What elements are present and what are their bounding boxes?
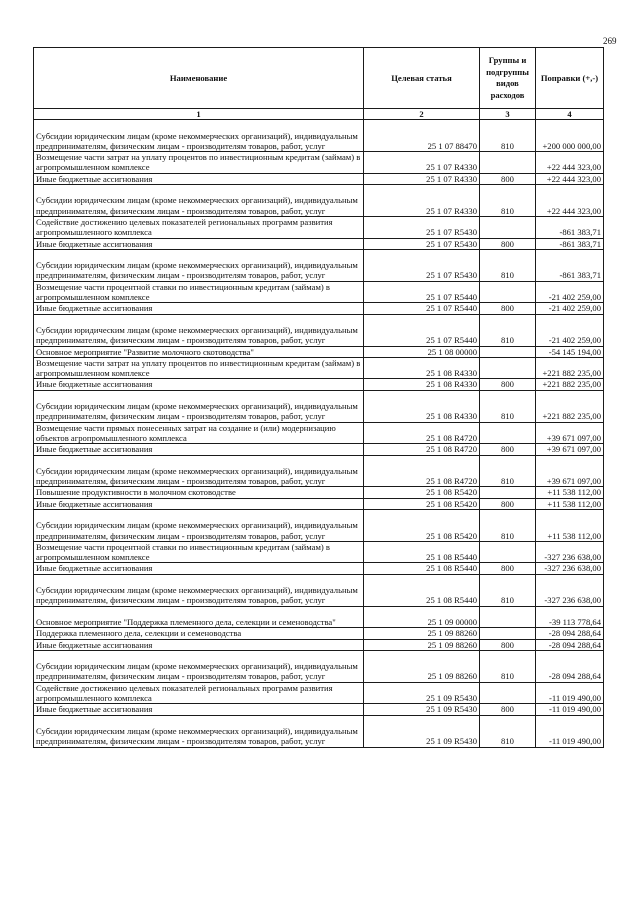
row-name-cell: Иные бюджетные ассигнования bbox=[34, 498, 364, 509]
row-amount-cell: +11 538 112,00 bbox=[536, 498, 604, 509]
row-expense-type-cell: 810 bbox=[480, 455, 536, 487]
row-target-code-cell: 25 1 09 R5430 bbox=[364, 682, 480, 704]
row-target-code-cell: 25 1 08 R4330 bbox=[364, 357, 480, 379]
row-amount-cell: +39 671 097,00 bbox=[536, 444, 604, 455]
table-row bbox=[34, 303, 604, 314]
row-amount-cell: -861 383,71 bbox=[536, 249, 604, 281]
row-expense-type-cell bbox=[480, 216, 536, 238]
table-row bbox=[34, 314, 604, 346]
row-target-code-cell: 25 1 09 88260 bbox=[364, 650, 480, 682]
row-name-cell: Основное мероприятие "Развитие молочного скотоводства" bbox=[34, 346, 364, 357]
row-expense-type-cell bbox=[480, 487, 536, 498]
table-row bbox=[34, 563, 604, 574]
table-row bbox=[34, 509, 604, 541]
row-target-code-cell: 25 1 09 00000 bbox=[364, 606, 480, 628]
row-target-code-cell: 25 1 08 R5440 bbox=[364, 563, 480, 574]
header-groups-line: видов bbox=[496, 78, 519, 88]
column-number: 2 bbox=[364, 109, 480, 120]
row-target-code-cell: 25 1 07 R4330 bbox=[364, 185, 480, 217]
row-target-code-cell: 25 1 07 R5440 bbox=[364, 281, 480, 303]
table-row bbox=[34, 238, 604, 249]
row-expense-type-cell bbox=[480, 346, 536, 357]
row-amount-cell: +11 538 112,00 bbox=[536, 509, 604, 541]
table-row bbox=[34, 606, 604, 628]
row-target-code-cell: 25 1 08 R4720 bbox=[364, 455, 480, 487]
header-target-article: Целевая статья bbox=[364, 48, 480, 109]
row-target-code-cell: 25 1 08 R5420 bbox=[364, 509, 480, 541]
row-amount-cell: -327 236 638,00 bbox=[536, 574, 604, 606]
row-name-cell: Иные бюджетные ассигнования bbox=[34, 444, 364, 455]
row-target-code-cell: 25 1 09 R5430 bbox=[364, 715, 480, 747]
row-target-code-cell: 25 1 09 88260 bbox=[364, 628, 480, 639]
row-name-cell: Поддержка племенного дела, селекции и семеноводства bbox=[34, 628, 364, 639]
row-amount-cell: -21 402 259,00 bbox=[536, 281, 604, 303]
row-target-code-cell: 25 1 08 R4720 bbox=[364, 422, 480, 444]
row-name-cell: Возмещение части затрат на уплату процентов по инвестиционным кредитам (займам) в агропромышленном комплексе bbox=[34, 357, 364, 379]
row-expense-type-cell bbox=[480, 541, 536, 563]
table-row bbox=[34, 541, 604, 563]
header-groups-line: расходов bbox=[490, 89, 525, 100]
row-expense-type-cell: 810 bbox=[480, 185, 536, 217]
row-target-code-cell: 25 1 08 R5420 bbox=[364, 487, 480, 498]
table-row bbox=[34, 650, 604, 682]
row-amount-cell: +11 538 112,00 bbox=[536, 487, 604, 498]
table-row bbox=[34, 173, 604, 184]
row-target-code-cell: 25 1 07 R5430 bbox=[364, 216, 480, 238]
table-row bbox=[34, 390, 604, 422]
row-name-cell: Субсидии юридическим лицам (кроме некоммерческих организаций), индивидуальным предпринимателям, физическим лицам - производителям товаров, работ, услуг bbox=[34, 574, 364, 606]
row-amount-cell: -39 113 778,64 bbox=[536, 606, 604, 628]
header-groups-line: подгруппы bbox=[486, 66, 529, 77]
table-row bbox=[34, 498, 604, 509]
table-row bbox=[34, 455, 604, 487]
table-row bbox=[34, 152, 604, 174]
row-name-cell: Возмещение части затрат на уплату процентов по инвестиционным кредитам (займам) в агропромышленном комплексе bbox=[34, 152, 364, 174]
row-target-code-cell: 25 1 09 R5430 bbox=[364, 704, 480, 715]
row-name-cell: Возмещение части прямых понесенных затрат на создание и (или) модернизацию объектов агропромышленного комплекса bbox=[34, 422, 364, 444]
row-expense-type-cell: 810 bbox=[480, 574, 536, 606]
row-target-code-cell: 25 1 07 R4330 bbox=[364, 173, 480, 184]
row-name-cell: Субсидии юридическим лицам (кроме некоммерческих организаций), индивидуальным предпринимателям, физическим лицам - производителям товаров, работ, услуг bbox=[34, 120, 364, 152]
row-expense-type-cell bbox=[480, 281, 536, 303]
row-name-cell: Возмещение части процентной ставки по инвестиционным кредитам (займам) в агропромышленном комплексе bbox=[34, 541, 364, 563]
table-row bbox=[34, 444, 604, 455]
row-amount-cell: -21 402 259,00 bbox=[536, 314, 604, 346]
row-expense-type-cell: 810 bbox=[480, 509, 536, 541]
row-amount-cell: +221 882 235,00 bbox=[536, 379, 604, 390]
row-target-code-cell: 25 1 07 R5440 bbox=[364, 314, 480, 346]
row-name-cell: Субсидии юридическим лицам (кроме некоммерческих организаций), индивидуальным предпринимателям, физическим лицам - производителям товаров, работ, услуг bbox=[34, 390, 364, 422]
row-target-code-cell: 25 1 07 88470 bbox=[364, 120, 480, 152]
row-target-code-cell: 25 1 07 R4330 bbox=[364, 152, 480, 174]
row-amount-cell: -327 236 638,00 bbox=[536, 541, 604, 563]
row-amount-cell: +200 000 000,00 bbox=[536, 120, 604, 152]
row-name-cell: Иные бюджетные ассигнования bbox=[34, 639, 364, 650]
row-target-code-cell: 25 1 08 R5440 bbox=[364, 541, 480, 563]
row-name-cell: Содействие достижению целевых показателей региональных программ развития агропромышленного комплекса bbox=[34, 216, 364, 238]
table-row bbox=[34, 639, 604, 650]
row-amount-cell: -28 094 288,64 bbox=[536, 650, 604, 682]
table-row bbox=[34, 422, 604, 444]
table-row bbox=[34, 216, 604, 238]
row-amount-cell: -327 236 638,00 bbox=[536, 563, 604, 574]
row-name-cell: Субсидии юридическим лицам (кроме некоммерческих организаций), индивидуальным предпринимателям, физическим лицам - производителям товаров, работ, услуг bbox=[34, 715, 364, 747]
row-name-cell: Иные бюджетные ассигнования bbox=[34, 704, 364, 715]
column-number: 4 bbox=[536, 109, 604, 120]
row-name-cell: Субсидии юридическим лицам (кроме некоммерческих организаций), индивидуальным предпринимателям, физическим лицам - производителям товаров, работ, услуг bbox=[34, 185, 364, 217]
row-expense-type-cell: 800 bbox=[480, 303, 536, 314]
row-amount-cell: -28 094 288,64 bbox=[536, 628, 604, 639]
row-amount-cell: -861 383,71 bbox=[536, 216, 604, 238]
row-expense-type-cell bbox=[480, 682, 536, 704]
row-amount-cell: -11 019 490,00 bbox=[536, 704, 604, 715]
row-amount-cell: -21 402 259,00 bbox=[536, 303, 604, 314]
row-target-code-cell: 25 1 07 R5430 bbox=[364, 249, 480, 281]
row-name-cell: Возмещение части процентной ставки по инвестиционным кредитам (займам) в агропромышленном комплексе bbox=[34, 281, 364, 303]
row-amount-cell: -54 145 194,00 bbox=[536, 346, 604, 357]
row-amount-cell: +39 671 097,00 bbox=[536, 422, 604, 444]
row-target-code-cell: 25 1 08 R4330 bbox=[364, 390, 480, 422]
row-expense-type-cell bbox=[480, 152, 536, 174]
row-target-code-cell: 25 1 09 88260 bbox=[364, 639, 480, 650]
table-row bbox=[34, 120, 604, 152]
row-name-cell: Субсидии юридическим лицам (кроме некоммерческих организаций), индивидуальным предпринимателям, физическим лицам - производителям товаров, работ, услуг bbox=[34, 455, 364, 487]
row-expense-type-cell: 800 bbox=[480, 444, 536, 455]
column-number-row bbox=[34, 109, 604, 120]
row-expense-type-cell: 810 bbox=[480, 314, 536, 346]
header-name: Наименование bbox=[34, 48, 364, 109]
row-expense-type-cell: 810 bbox=[480, 715, 536, 747]
header-expense-groups bbox=[480, 48, 536, 109]
table-row bbox=[34, 628, 604, 639]
row-expense-type-cell: 810 bbox=[480, 390, 536, 422]
row-name-cell: Иные бюджетные ассигнования bbox=[34, 238, 364, 249]
row-name-cell: Иные бюджетные ассигнования bbox=[34, 173, 364, 184]
row-amount-cell: -11 019 490,00 bbox=[536, 715, 604, 747]
row-amount-cell: +221 882 235,00 bbox=[536, 390, 604, 422]
row-amount-cell: -11 019 490,00 bbox=[536, 682, 604, 704]
row-expense-type-cell: 810 bbox=[480, 120, 536, 152]
row-name-cell: Субсидии юридическим лицам (кроме некоммерческих организаций), индивидуальным предпринимателям, физическим лицам - производителям товаров, работ, услуг bbox=[34, 509, 364, 541]
table-row bbox=[34, 249, 604, 281]
row-expense-type-cell: 800 bbox=[480, 704, 536, 715]
row-expense-type-cell: 800 bbox=[480, 639, 536, 650]
budget-amendments-table bbox=[33, 47, 604, 748]
row-expense-type-cell bbox=[480, 606, 536, 628]
row-name-cell: Субсидии юридическим лицам (кроме некоммерческих организаций), индивидуальным предпринимателям, физическим лицам - производителям товаров, работ, услуг bbox=[34, 650, 364, 682]
row-amount-cell: -28 094 288,64 bbox=[536, 639, 604, 650]
row-expense-type-cell bbox=[480, 628, 536, 639]
table-row bbox=[34, 704, 604, 715]
row-name-cell: Содействие достижению целевых показателей региональных программ развития агропромышленного комплекса bbox=[34, 682, 364, 704]
row-expense-type-cell: 800 bbox=[480, 238, 536, 249]
row-expense-type-cell: 810 bbox=[480, 249, 536, 281]
row-amount-cell: +39 671 097,00 bbox=[536, 455, 604, 487]
column-number: 1 bbox=[34, 109, 364, 120]
row-name-cell: Повышение продуктивности в молочном скотоводстве bbox=[34, 487, 364, 498]
table-row bbox=[34, 185, 604, 217]
row-expense-type-cell: 800 bbox=[480, 379, 536, 390]
table-row bbox=[34, 682, 604, 704]
row-amount-cell: +22 444 323,00 bbox=[536, 152, 604, 174]
row-target-code-cell: 25 1 08 00000 bbox=[364, 346, 480, 357]
table-row bbox=[34, 281, 604, 303]
header-amendments: Поправки (+,-) bbox=[536, 48, 604, 109]
row-name-cell: Субсидии юридическим лицам (кроме некоммерческих организаций), индивидуальным предпринимателям, физическим лицам - производителям товаров, работ, услуг bbox=[34, 314, 364, 346]
table-row bbox=[34, 346, 604, 357]
row-name-cell: Основное мероприятие "Поддержка племенного дела, селекции и семеноводства" bbox=[34, 606, 364, 628]
row-target-code-cell: 25 1 08 R5420 bbox=[364, 498, 480, 509]
header-groups-line: Группы и bbox=[488, 55, 527, 65]
table-row bbox=[34, 715, 604, 747]
table-header-row bbox=[34, 48, 604, 109]
table-body bbox=[34, 120, 604, 747]
row-expense-type-cell bbox=[480, 422, 536, 444]
table-row bbox=[34, 379, 604, 390]
column-number: 3 bbox=[480, 109, 536, 120]
table-row bbox=[34, 487, 604, 498]
row-expense-type-cell: 800 bbox=[480, 498, 536, 509]
row-name-cell: Субсидии юридическим лицам (кроме некоммерческих организаций), индивидуальным предпринимателям, физическим лицам - производителям товаров, работ, услуг bbox=[34, 249, 364, 281]
row-expense-type-cell: 810 bbox=[480, 650, 536, 682]
row-name-cell: Иные бюджетные ассигнования bbox=[34, 563, 364, 574]
row-target-code-cell: 25 1 08 R4720 bbox=[364, 444, 480, 455]
row-expense-type-cell: 800 bbox=[480, 173, 536, 184]
row-target-code-cell: 25 1 08 R4330 bbox=[364, 379, 480, 390]
row-amount-cell: +22 444 323,00 bbox=[536, 173, 604, 184]
row-name-cell: Иные бюджетные ассигнования bbox=[34, 379, 364, 390]
row-amount-cell: +221 882 235,00 bbox=[536, 357, 604, 379]
row-amount-cell: +22 444 323,00 bbox=[536, 185, 604, 217]
row-target-code-cell: 25 1 07 R5440 bbox=[364, 303, 480, 314]
table-row bbox=[34, 574, 604, 606]
row-expense-type-cell: 800 bbox=[480, 563, 536, 574]
row-name-cell: Иные бюджетные ассигнования bbox=[34, 303, 364, 314]
row-target-code-cell: 25 1 07 R5430 bbox=[364, 238, 480, 249]
row-expense-type-cell bbox=[480, 357, 536, 379]
table-row bbox=[34, 357, 604, 379]
page-number: 269 bbox=[603, 36, 617, 46]
row-target-code-cell: 25 1 08 R5440 bbox=[364, 574, 480, 606]
row-amount-cell: -861 383,71 bbox=[536, 238, 604, 249]
